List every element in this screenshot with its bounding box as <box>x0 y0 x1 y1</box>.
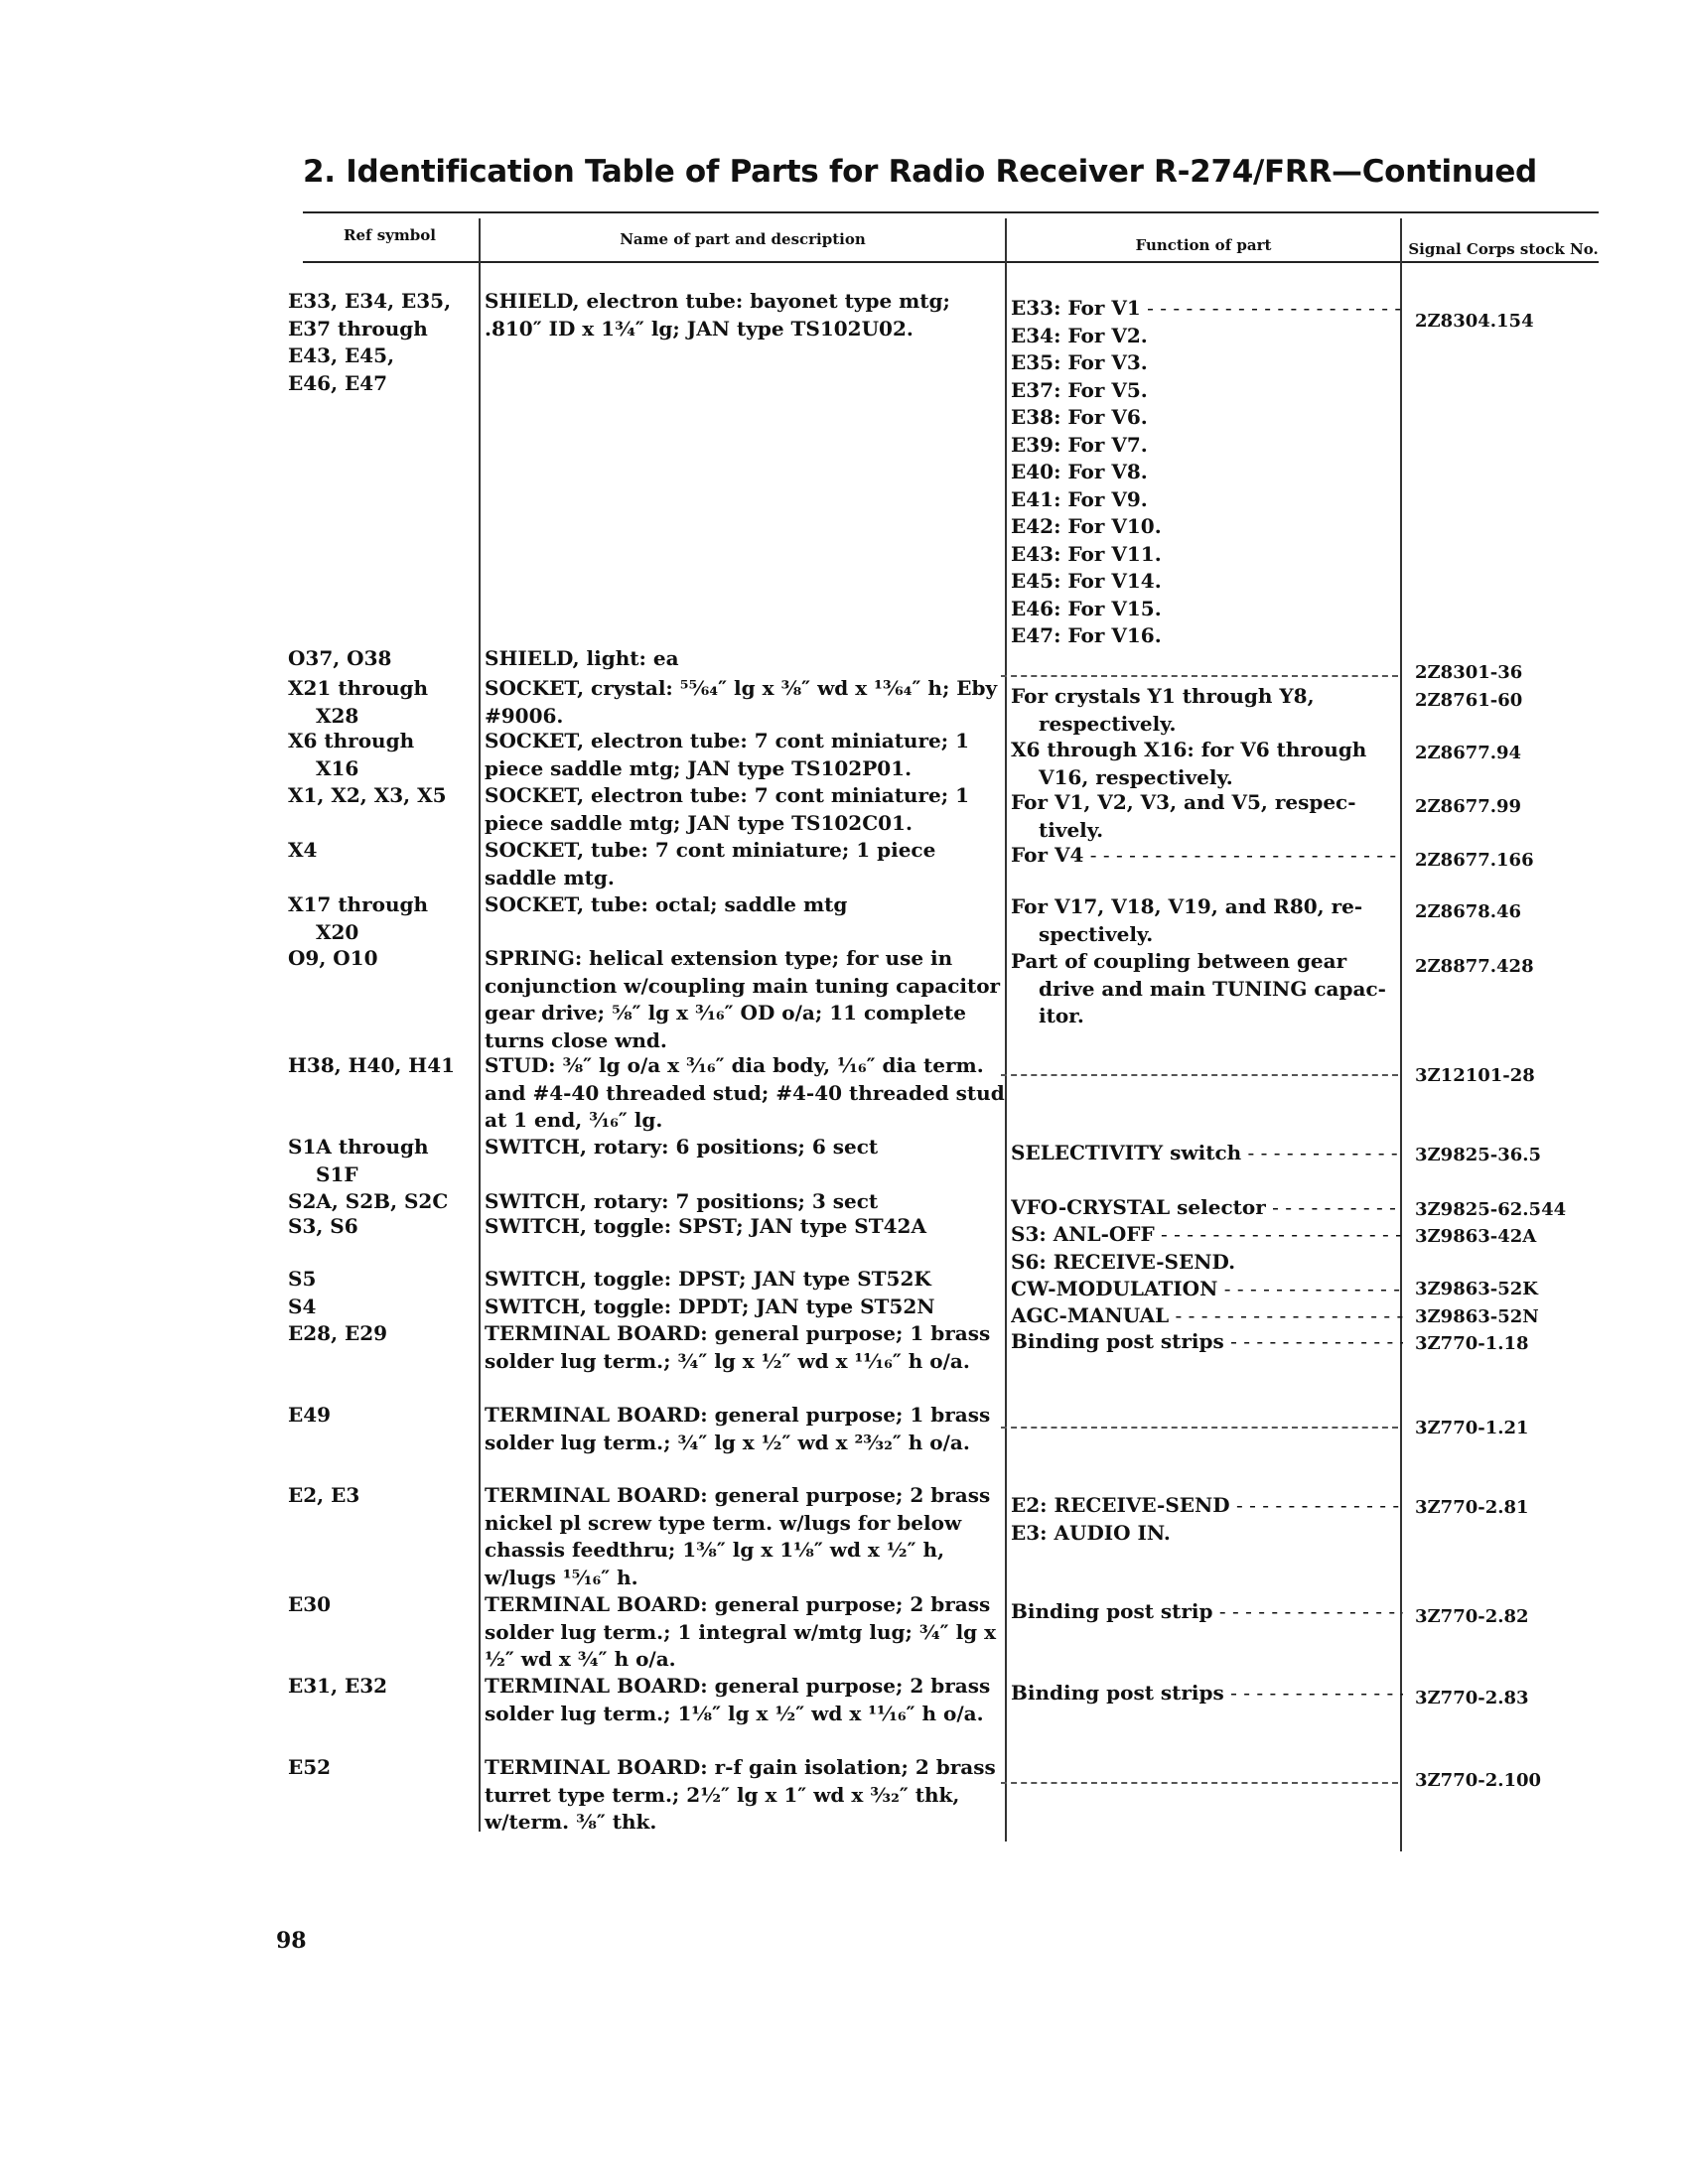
stock-number: 2Z8304.154 <box>1415 311 1534 332</box>
part-function <box>1011 893 1403 948</box>
function-line: VFO-CRYSTAL selector - - - <box>1011 1194 1403 1222</box>
part-function <box>1011 683 1403 738</box>
stock-number: 3Z770-2.100 <box>1415 1770 1542 1791</box>
header-name-description: Name of part and description <box>620 230 866 248</box>
part-description: SOCKET, crystal: ⁵⁵⁄₆₄″ lg x ⅜″ wd x ¹³⁄₆₄″ h; Eby #9006. <box>485 676 998 728</box>
ref-symbol-line: O9, O10 <box>288 946 378 970</box>
function-line: E47: For V16. <box>1011 623 1162 647</box>
ref-symbol-cell <box>288 1213 477 1241</box>
stock-number: 3Z770-2.83 <box>1415 1688 1529 1708</box>
ref-symbol-cell <box>288 891 477 946</box>
ref-symbol-line: E2, E3 <box>288 1483 360 1507</box>
stock-number: 3Z9825-36.5 <box>1415 1145 1542 1165</box>
function-line: E3: AUDIO IN. <box>1011 1520 1171 1545</box>
table-header-rule <box>303 261 1599 263</box>
function-line: E42: For V10. <box>1011 514 1162 538</box>
ref-symbol-cell <box>288 1052 477 1080</box>
ref-symbol-line: X28 <box>316 703 359 728</box>
part-description: SWITCH, toggle: SPST; JAN type ST42A <box>485 1214 926 1238</box>
page-number: 98 <box>276 1928 307 1954</box>
function-line: For V1, V2, V3, and V5, respec- <box>1011 790 1356 814</box>
stock-number: 3Z770-1.18 <box>1415 1333 1529 1354</box>
part-description: SPRING: helical extension type; for use in conjunction w/coupling main tuning capacitor gear drive; ⅝″ lg x ³⁄₁₆″ OD o/a; 11 complete turns close wnd. <box>485 946 1001 1052</box>
stock-number: 2Z8677.94 <box>1415 743 1522 763</box>
stock-number: 2Z8677.99 <box>1415 796 1522 817</box>
part-description: SOCKET, tube: 7 cont miniature; 1 piece saddle mtg. <box>485 838 936 889</box>
function-leader-rule <box>1001 1782 1398 1784</box>
part-function <box>1011 948 1403 1030</box>
function-line: E33: For V1 - - - <box>1011 295 1403 323</box>
part-function <box>1011 1276 1403 1303</box>
part-description: SHIELD, light: ea <box>485 646 679 670</box>
ref-symbol-cell <box>288 1482 477 1510</box>
function-line: E34: For V2. <box>1011 323 1148 347</box>
stock-number: 3Z9863-42A <box>1415 1226 1537 1247</box>
part-function <box>1011 1598 1403 1626</box>
part-function <box>1011 842 1403 870</box>
ref-symbol-line: X17 through <box>288 892 429 916</box>
part-description: SHIELD, electron tube: bayonet type mtg; .810″ ID x 1¾″ lg; JAN type TS102U02. <box>485 289 950 341</box>
ref-symbol-cell <box>288 675 477 730</box>
ref-symbol-line: E46, E47 <box>288 370 388 395</box>
ref-symbol-cell <box>288 728 477 782</box>
part-function <box>1011 1302 1403 1330</box>
stock-number: 3Z770-2.82 <box>1415 1606 1529 1627</box>
part-description: TERMINAL BOARD: general purpose; 2 brass solder lug term.; 1⅛″ lg x ½″ wd x ¹¹⁄₁₆″ h o/a. <box>485 1674 991 1725</box>
header-function: Function of part <box>1135 236 1272 254</box>
stock-number: 3Z12101-28 <box>1415 1065 1535 1086</box>
part-description: TERMINAL BOARD: general purpose; 2 brass solder lug term.; 1 integral w/mtg lug; ¾″ lg x ½″ wd x ¾″ h o/a. <box>485 1592 997 1671</box>
function-line: spectively. <box>1039 921 1154 946</box>
stock-number: 3Z9863-52N <box>1415 1306 1539 1327</box>
part-function <box>1011 1140 1403 1167</box>
function-line: Binding post strip - - - <box>1011 1598 1403 1626</box>
ref-symbol-line: H38, H40, H41 <box>288 1053 456 1077</box>
ref-symbol-cell <box>288 1266 477 1294</box>
ref-symbol-cell <box>288 1188 477 1216</box>
part-description: SOCKET, electron tube: 7 cont miniature; 1 piece saddle mtg; JAN type TS102P01. <box>485 729 969 780</box>
ref-symbol-cell <box>288 1294 477 1321</box>
ref-symbol-line: S5 <box>288 1267 317 1291</box>
function-line: itor. <box>1039 1004 1084 1027</box>
header-stock-number: Signal Corps stock No. <box>1408 240 1599 258</box>
ref-symbol-line: E31, E32 <box>288 1674 388 1698</box>
part-function <box>1011 295 1403 650</box>
function-line: Part of coupling between gear <box>1011 949 1347 973</box>
ref-symbol-cell <box>288 782 477 810</box>
function-line: S6: RECEIVE-SEND. <box>1011 1249 1236 1274</box>
ref-symbol-line: E52 <box>288 1755 332 1779</box>
part-description: SOCKET, tube: octal; saddle mtg <box>485 892 848 916</box>
ref-symbol-line: O37, O38 <box>288 646 392 670</box>
ref-symbol-line: S1F <box>316 1161 358 1186</box>
stock-number: 2Z8301-36 <box>1415 662 1523 683</box>
ref-symbol-cell <box>288 837 477 865</box>
function-line: E35: For V3. <box>1011 350 1148 374</box>
ref-symbol-cell <box>288 1673 477 1701</box>
function-line: For crystals Y1 through Y8, <box>1011 684 1315 708</box>
ref-symbol-line: X20 <box>316 919 359 944</box>
stock-number: 2Z8677.166 <box>1415 850 1534 871</box>
ref-symbol-line: S4 <box>288 1295 317 1318</box>
function-leader-rule <box>1001 1427 1398 1429</box>
function-line: CW-MODULATION - - - <box>1011 1276 1403 1303</box>
function-line: E37: For V5. <box>1011 377 1148 402</box>
function-line: For V17, V18, V19, and R80, re- <box>1011 894 1363 918</box>
part-description: SOCKET, electron tube: 7 cont miniature; 1 piece saddle mtg; JAN type TS102C01. <box>485 783 969 835</box>
part-description: STUD: ⅜″ lg o/a x ³⁄₁₆″ dia body, ¹⁄₁₆″ dia term. and #4-40 threaded stud; #4-40 threaded stud at 1 end, ³⁄₁₆″ lg. <box>485 1053 1005 1132</box>
function-leader-rule <box>1001 1074 1398 1076</box>
function-line: drive and main TUNING capac- <box>1039 976 1386 1001</box>
ref-symbol-line: E33, E34, E35, <box>288 289 452 313</box>
function-line: AGC-MANUAL - - - <box>1011 1302 1403 1330</box>
ref-symbol-line: X21 through <box>288 676 429 700</box>
ref-symbol-line: E30 <box>288 1592 332 1616</box>
page-title: 2. Identification Table of Parts for Radio Receiver R-274/FRR—Continued <box>303 154 1537 190</box>
ref-symbol-cell <box>288 1134 477 1188</box>
part-description: SWITCH, toggle: DPST; JAN type ST52K <box>485 1267 931 1291</box>
function-line: S3: ANL-OFF - - - <box>1011 1221 1403 1249</box>
stock-number: 3Z9825-62.544 <box>1415 1199 1567 1220</box>
ref-symbol-cell <box>288 1402 477 1430</box>
function-line: Binding post strips - - - <box>1011 1680 1403 1707</box>
ref-symbol-line: S3, S6 <box>288 1214 358 1238</box>
stock-number: 2Z8761-60 <box>1415 690 1523 711</box>
ref-symbol-cell <box>288 945 477 973</box>
part-function <box>1011 1680 1403 1707</box>
function-line: E40: For V8. <box>1011 460 1148 483</box>
ref-symbol-line: X6 through <box>288 729 415 752</box>
function-line: E43: For V11. <box>1011 541 1162 566</box>
column-divider-1 <box>479 218 481 1832</box>
ref-symbol-line: E49 <box>288 1403 332 1427</box>
stock-number: 3Z770-2.81 <box>1415 1497 1529 1518</box>
ref-symbol-cell <box>288 288 477 397</box>
function-line: respectively. <box>1039 711 1177 736</box>
ref-symbol-line: X4 <box>288 838 318 862</box>
function-line: V16, respectively. <box>1039 764 1233 789</box>
function-line: X6 through X16: for V6 through <box>1011 738 1367 761</box>
part-description: TERMINAL BOARD: general purpose; 1 brass solder lug term.; ¾″ lg x ½″ wd x ¹¹⁄₁₆″ h o/a. <box>485 1321 991 1373</box>
function-line: E45: For V14. <box>1011 569 1162 593</box>
function-line: Binding post strips - - - <box>1011 1328 1403 1356</box>
ref-symbol-line: S1A through <box>288 1135 429 1159</box>
ref-symbol-cell <box>288 645 477 673</box>
part-function <box>1011 1492 1403 1547</box>
part-function <box>1011 1328 1403 1356</box>
function-line: E2: RECEIVE-SEND - - - <box>1011 1492 1403 1520</box>
function-line: tively. <box>1039 817 1104 842</box>
header-ref-symbol: Ref symbol <box>344 226 436 244</box>
table-top-rule <box>303 211 1599 213</box>
ref-symbol-line: X16 <box>316 755 359 780</box>
function-line: For V4 - - - <box>1011 842 1403 870</box>
ref-symbol-line: E28, E29 <box>288 1321 388 1345</box>
part-function <box>1011 789 1403 844</box>
part-description: SWITCH, toggle: DPDT; JAN type ST52N <box>485 1295 935 1318</box>
function-line: E41: For V9. <box>1011 486 1148 511</box>
part-description: TERMINAL BOARD: r-f gain isolation; 2 brass turret type term.; 2½″ lg x 1″ wd x ³⁄₃₂″ thk, w/term. ⅜″ thk. <box>485 1755 996 1834</box>
stock-number: 2Z8877.428 <box>1415 956 1534 977</box>
stock-number: 3Z9863-52K <box>1415 1279 1538 1299</box>
ref-symbol-line: X1, X2, X3, X5 <box>288 783 447 807</box>
ref-symbol-line: E43, E45, <box>288 343 395 367</box>
function-leader-rule <box>1001 675 1398 677</box>
ref-symbol-line: E37 through <box>288 316 428 341</box>
function-line: E46: For V15. <box>1011 596 1162 620</box>
ref-symbol-cell <box>288 1591 477 1619</box>
part-description: TERMINAL BOARD: general purpose; 1 brass solder lug term.; ¾″ lg x ½″ wd x ²³⁄₃₂″ h o/a. <box>485 1403 991 1454</box>
function-line: E38: For V6. <box>1011 405 1148 429</box>
ref-symbol-cell <box>288 1754 477 1782</box>
part-function <box>1011 1194 1403 1222</box>
stock-number: 2Z8678.46 <box>1415 901 1522 922</box>
function-line: SELECTIVITY switch - - - <box>1011 1140 1403 1167</box>
part-description: SWITCH, rotary: 6 positions; 6 sect <box>485 1135 879 1159</box>
function-line: E39: For V7. <box>1011 432 1148 457</box>
ref-symbol-line: S2A, S2B, S2C <box>288 1189 449 1213</box>
part-function <box>1011 1221 1403 1276</box>
ref-symbol-cell <box>288 1320 477 1348</box>
part-function <box>1011 737 1403 791</box>
part-description: SWITCH, rotary: 7 positions; 3 sect <box>485 1189 879 1213</box>
stock-number: 3Z770-1.21 <box>1415 1418 1529 1438</box>
part-description: TERMINAL BOARD: general purpose; 2 brass nickel pl screw type term. w/lugs for below chassis feedthru; 1⅜″ lg x 1⅛″ wd x ½″ h, w/lugs ¹⁵⁄₁₆″ h. <box>485 1483 991 1589</box>
